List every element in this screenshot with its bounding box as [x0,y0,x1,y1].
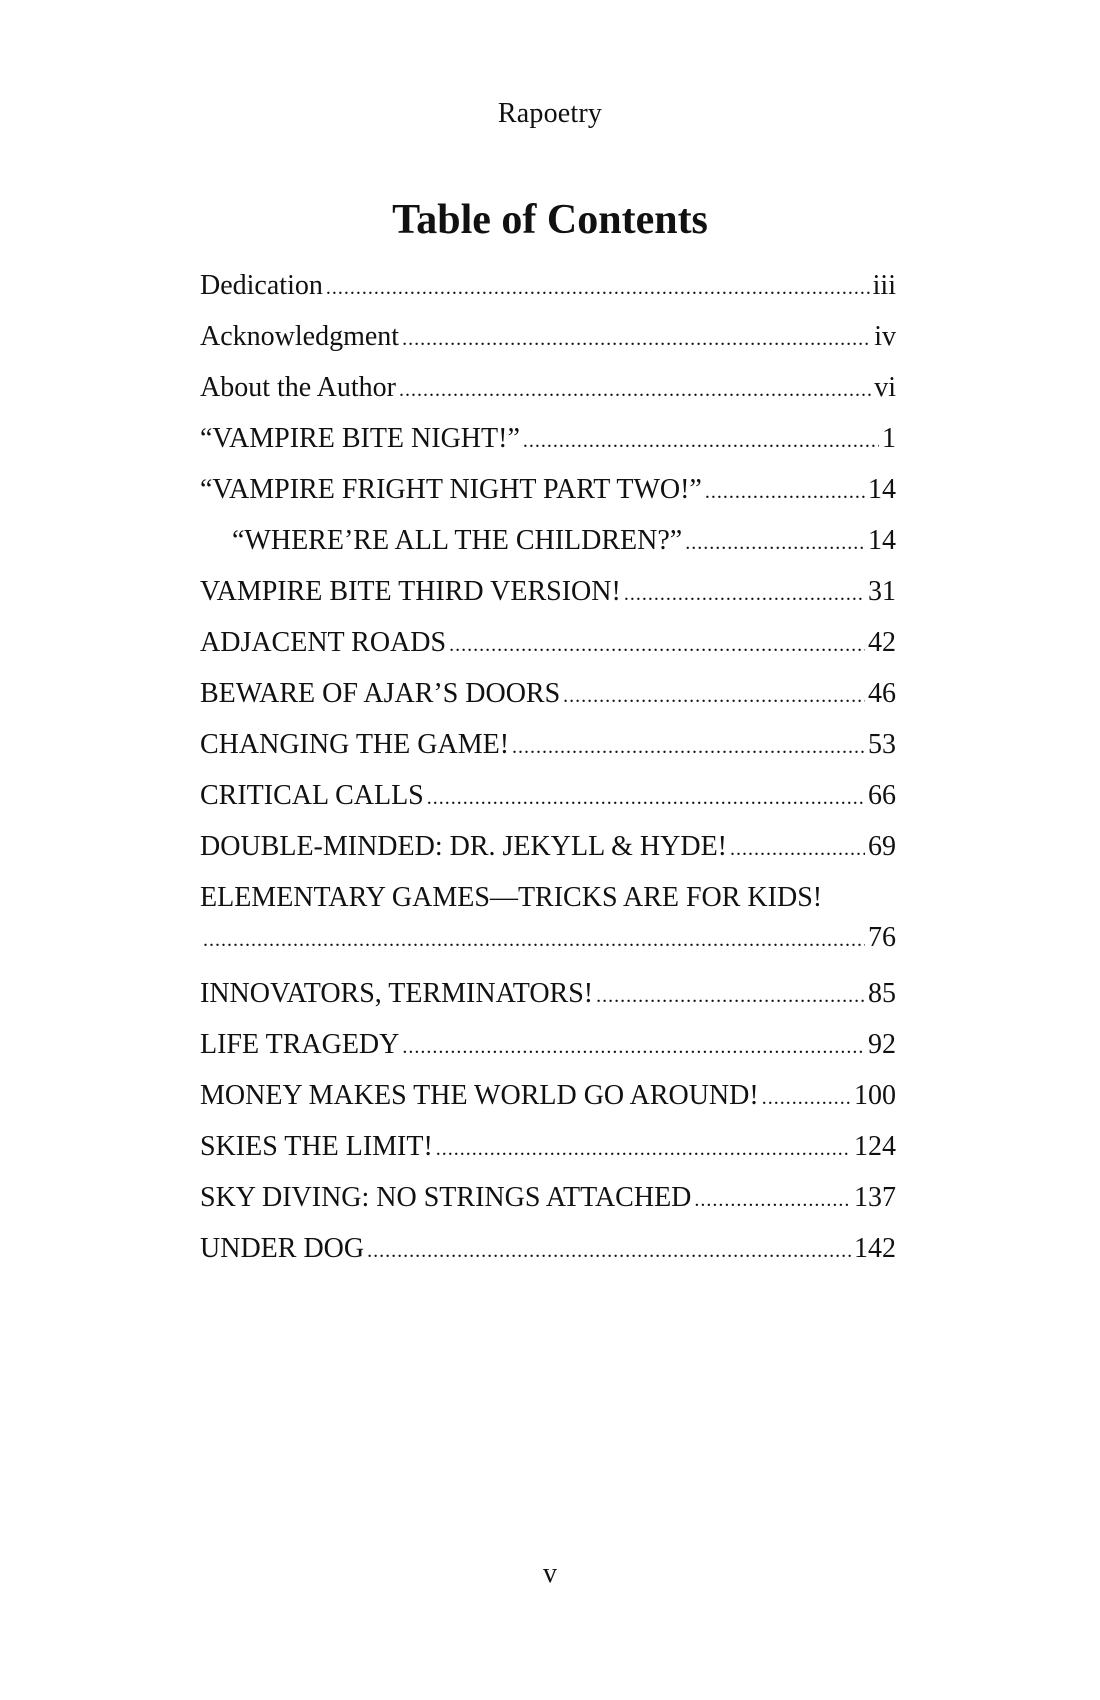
dot-leader [685,518,865,569]
dot-leader [596,971,865,1022]
dot-leader [705,467,865,518]
toc-entry-label: About the Author [200,372,396,403]
dot-leader [762,1073,851,1124]
toc-entry-vampire-bite-night[interactable] [200,413,896,464]
dot-leader [326,263,870,314]
toc-entry-about-the-author[interactable] [200,362,896,413]
toc-entry-page: 1 [882,423,896,454]
toc-entry-label: LIFE TRAGEDY [200,1029,400,1060]
dot-leader [624,569,865,620]
toc-entry-page: 31 [868,576,896,607]
toc-entry-page: 53 [868,729,896,760]
dot-leader [436,1124,851,1175]
toc-entry-double-minded[interactable] [200,821,896,872]
toc-entry-label: DOUBLE-MINDED: DR. JEKYLL & HYDE! [200,831,728,862]
toc-entry-label: Acknowledgment [200,321,400,352]
toc-entry-label: BEWARE OF AJAR’S DOORS [200,678,561,709]
toc-entry-adjacent-roads[interactable] [200,617,896,668]
running-head: Rapoetry [497,98,603,129]
toc-entry-life-tragedy[interactable] [200,1019,896,1070]
dot-leader [402,314,871,365]
toc-entry-acknowledgment[interactable] [200,311,896,362]
dot-leader [399,365,871,416]
toc-entry-label: “VAMPIRE BITE NIGHT!” [200,423,520,454]
toc-entry-innovators-terminators[interactable] [200,968,896,1019]
dot-leader [203,920,865,960]
dot-leader [730,824,865,875]
toc-entry-label: CRITICAL CALLS [200,780,424,811]
dot-leader [523,416,879,467]
toc-entry-page: 124 [854,1131,896,1162]
dot-leader [563,671,865,722]
dot-leader [694,1175,851,1226]
toc-entry-page: 46 [868,678,896,709]
toc-entry-vampire-bite-third-version[interactable] [200,566,896,617]
toc-entry-label: SKY DIVING: NO STRINGS ATTACHED [200,1182,692,1213]
toc-entry-page: iv [874,321,896,352]
toc-entry-critical-calls[interactable] [200,770,896,821]
toc-entry-skies-the-limit[interactable] [200,1121,896,1172]
toc-entry-label: “VAMPIRE FRIGHT NIGHT PART TWO!” [200,474,702,505]
toc-entry-page: 137 [854,1182,896,1213]
toc-entry-label: INNOVATORS, TERMINATORS! [200,978,594,1009]
toc-entry-label: MONEY MAKES THE WORLD GO AROUND! [200,1080,759,1111]
toc-entry-sky-diving[interactable] [200,1172,896,1223]
toc-entry-money-makes-the-world-go-around[interactable] [200,1070,896,1121]
page-number: v [543,1558,557,1589]
toc-entry-page: 100 [854,1080,896,1111]
toc-entry-leader-line [200,918,896,960]
toc-entry-where-re-all-the-children[interactable] [200,515,896,566]
dot-leader [449,620,865,671]
toc-entry-label: SKIES THE LIMIT! [200,1131,433,1162]
toc-title: Table of Contents [392,197,708,243]
dot-leader [402,1022,865,1073]
toc-entry-dedication[interactable] [200,260,896,311]
toc-entry-page: iii [872,270,896,301]
toc-entry-label: UNDER DOG [200,1233,365,1264]
toc-entry-vampire-fright-night-part-two[interactable] [200,464,896,515]
toc-entry-label: CHANGING THE GAME! [200,729,510,760]
toc-entry-page: 85 [868,978,896,1009]
toc-entry-label: VAMPIRE BITE THIRD VERSION! [200,576,621,607]
toc-entry-label: Dedication [200,270,323,301]
toc-entry-page: 142 [854,1233,896,1264]
toc-entry-label: “WHERE’RE ALL THE CHILDREN?” [232,525,683,556]
toc-entry-page: 14 [868,474,896,505]
dot-leader [427,773,865,824]
toc-entry-under-dog[interactable] [200,1223,896,1274]
toc-entry-page: 69 [868,831,896,862]
toc-list [200,260,896,1274]
toc-entry-page: vi [874,372,896,403]
toc-entry-changing-the-game[interactable] [200,719,896,770]
toc-entry-label: ADJACENT ROADS [200,627,447,658]
toc-entry-page: 92 [868,1029,896,1060]
toc-entry-page: 66 [868,780,896,811]
toc-entry-page: 42 [868,627,896,658]
toc-entry-page: 76 [868,922,896,953]
dot-leader [512,722,865,773]
toc-entry-page: 14 [868,525,896,556]
toc-entry-elementary-games[interactable] [200,872,896,968]
toc-entry-beware-of-ajars-doors[interactable] [200,668,896,719]
dot-leader [367,1226,851,1277]
toc-entry-label: ELEMENTARY GAMES—TRICKS ARE FOR KIDS! [200,882,823,913]
